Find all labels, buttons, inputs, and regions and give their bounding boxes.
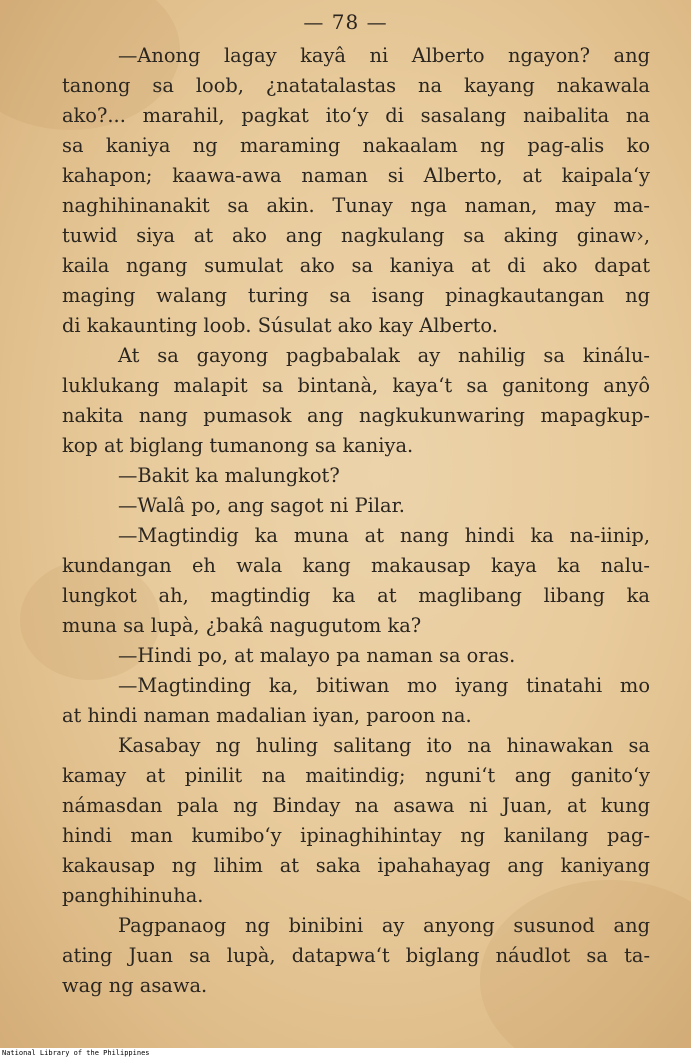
text-line: —Walâ po, ang sagot ni Pilar. bbox=[118, 494, 405, 517]
text-line: —Bakit ka malungkot? bbox=[118, 464, 340, 487]
page-text bbox=[62, 41, 650, 1001]
text-line: tuwid siya at ako ang nagkulang sa aking ginaw›, bbox=[62, 224, 650, 247]
text-line: kop at biglang tumanong sa kaniya. bbox=[62, 434, 414, 457]
text-line: nakita nang pumasok ang nagkukunwaring mapagkup- bbox=[62, 404, 650, 427]
library-footer: National Library of the Philippines bbox=[0, 1048, 691, 1058]
text-line: wag ng asawa. bbox=[62, 974, 208, 997]
text-line: muna sa lupà, ¿bakâ nagugutom ka? bbox=[62, 614, 422, 637]
text-line: kamay at pinilit na maitindig; nguni‘t ang ganito‘y bbox=[62, 764, 650, 787]
text-line: at hindi naman madalian iyan, paroon na. bbox=[62, 704, 472, 727]
text-line: —Anong lagay kayâ ni Alberto ngayon? ang bbox=[118, 44, 650, 67]
text-line: luklukang malapit sa bintanà, kaya‘t sa ganitong anyô bbox=[62, 374, 650, 397]
text-line: ating Juan sa lupà, datapwa‘t biglang náudlot sa ta- bbox=[62, 944, 650, 967]
text-line: —Hindi po, at malayo pa naman sa oras. bbox=[118, 644, 516, 667]
text-line: kaila ngang sumulat ako sa kaniya at di ako dapat bbox=[62, 254, 650, 277]
text-line: lungkot ah, magtindig ka at maglibang libang ka bbox=[62, 584, 650, 607]
text-line: sa kaniya ng maraming nakaalam ng pag-alis ko bbox=[62, 134, 650, 157]
text-line: Kasabay ng huling salitang ito na hinawakan sa bbox=[118, 734, 650, 757]
page-number: — 78 — bbox=[303, 10, 388, 34]
text-line: naghihinanakit sa akin. Tunay nga naman, may ma- bbox=[62, 194, 650, 217]
text-line: panghihinuha. bbox=[62, 884, 204, 907]
text-line: di kakaunting loob. Súsulat ako kay Alberto. bbox=[62, 314, 498, 337]
text-line: tanong sa loob, ¿natatalastas na kayang nakawala bbox=[62, 74, 650, 97]
text-line: námasdan pala ng Binday na asawa ni Juan, at kung bbox=[62, 794, 650, 817]
text-line: At sa gayong pagbabalak ay nahilig sa kinálu- bbox=[118, 344, 650, 367]
text-line: kundangan eh wala kang makausap kaya ka nalu- bbox=[62, 554, 650, 577]
text-line: hindi man kumibo‘y ipinaghihintay ng kanilang pag- bbox=[62, 824, 650, 847]
text-line: kahapon; kaawa-awa naman si Alberto, at kaipala‘y bbox=[62, 164, 650, 187]
text-line: —Magtindig ka muna at nang hindi ka na-iinip, bbox=[118, 524, 650, 547]
text-line: —Magtinding ka, bitiwan mo iyang tinatahi mo bbox=[118, 674, 650, 697]
text-line: Pagpanaog ng binibini ay anyong susunod ang bbox=[118, 914, 650, 937]
text-line: kakausap ng lihim at saka ipahahayag ang kaniyang bbox=[62, 854, 650, 877]
text-line: ako?... marahil, pagkat ito‘y di sasalang naibalita na bbox=[62, 104, 650, 127]
text-line: maging walang turing sa isang pinagkautangan ng bbox=[62, 284, 650, 307]
